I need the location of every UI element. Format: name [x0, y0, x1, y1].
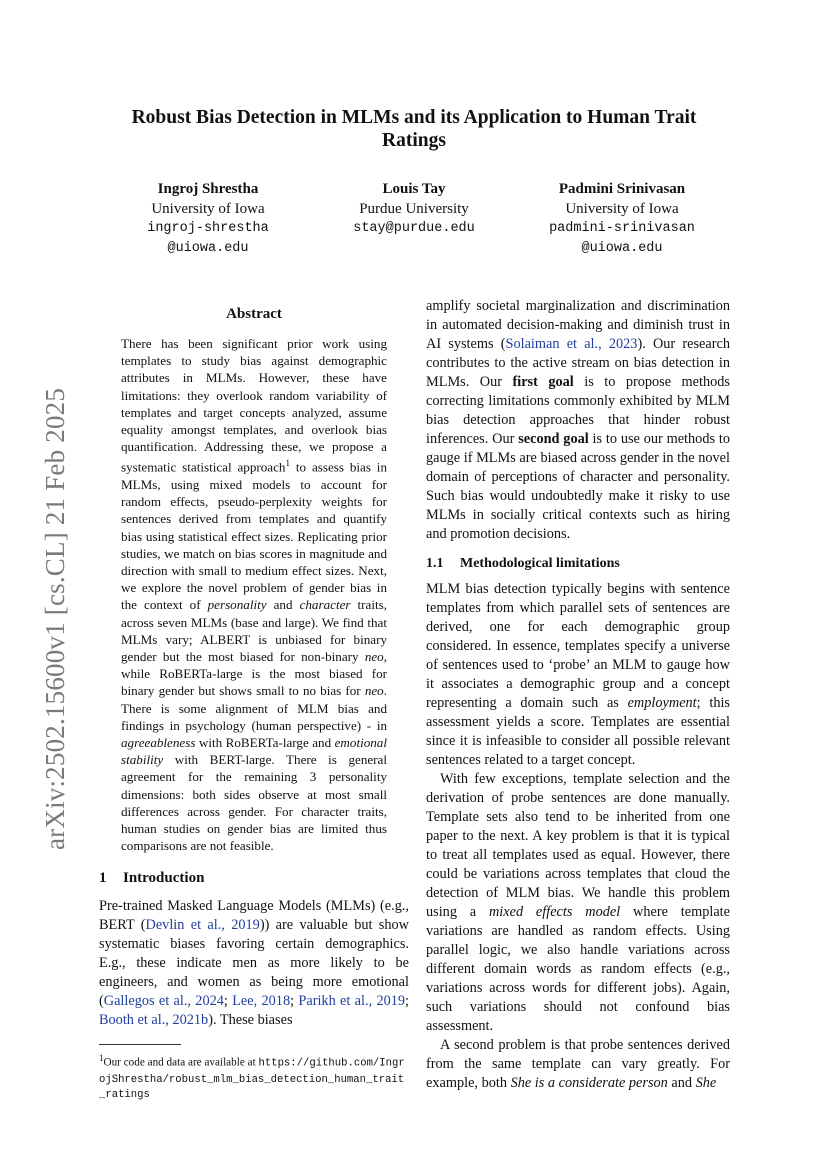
footnote: $^1$Our code and data are available at https://github.com/IngrojShrestha/robust_mlm_bias_detection_human_trait_ratings: [99, 1053, 405, 1102]
footnote-url[interactable]: https://github.com/IngrojShrestha/robust_mlm_bias_detection_human_trait_ratings: [99, 1058, 405, 1102]
section-heading-introduction: 1 Introduction: [99, 870, 205, 887]
footnote-marker: 1: [285, 458, 290, 469]
right-column: [426, 297, 730, 1093]
author-email-domain: @uiowa.edu: [167, 241, 249, 256]
author-email: ingroj-shrestha: [147, 221, 269, 236]
abstract-text: There has been significant prior work using templates to study bias against demographic attributes in MLMs. However, these have limitations: they overlook random variability of templates and target concepts analyzed, assume equality amongst templates, and overlook bias quantification. Addressing these, we propose a systematic statistical approach$^1$ to assess bias in MLMs, using mixed models to account for random effects, pseudo-perplexity weights for sentences derived from templates and quantify bias using statistical effect sizes. Replicating prior studies, we match on bias scores in magnitude and direction with small to medium effect sizes. Next, we explore the novel problem of gender bias in the context of personality and character traits, across seven MLMs (base and large). We find that MLMs vary; ALBERT is unbiased for binary gender but the most biased for non-binary neo, while RoBERTa-large is the most biased for binary gender but shows small to no bias for neo. There is some alignment of MLM bias and findings in psychology (human perspective) - in agreeableness with RoBERTa-large and emotional stability with BERT-large. There is general agreement for the remaining 3 personality dimensions: both sides observe at most small differences across gender. For character traits, human studies on gender bias are limited thus comparisons are not feasible.: [121, 336, 387, 854]
citation-link[interactable]: Solaiman et al., 2023: [505, 336, 638, 352]
body-paragraph: A second problem is that probe sentences derived from the same template can vary greatly. For example, both She is a considerate person and She: [426, 1037, 730, 1091]
intro-paragraph-continued: amplify societal marginalization and discrimination in automated decision-making and diminish trust in AI systems (Solaiman et al., 2023). Our research contributes to the active stream on bias detection in MLMs. Our first goal is to propose methods correcting limitations commonly exhibited by MLM bias detection approaches that hinder robust inferences. Our second goal is to use our methods to gauge if MLMs are biased across gender in the novel domain of perceptions of character and personality. Such bias would undoubtedly make it risky to use MLMs in socially critical contexts such as hiring and promotion decisions.: [426, 298, 730, 542]
author-email: stay@purdue.edu: [353, 221, 475, 236]
author-email: padmini-srinivasan: [549, 221, 695, 236]
subsection-heading-methodological-limitations: 1.1 Methodological limitations: [426, 556, 620, 571]
author-affiliation: Purdue University: [359, 201, 469, 217]
author-name: Padmini Srinivasan: [558, 181, 686, 197]
author-block: [314, 179, 514, 239]
author-block: [522, 179, 722, 259]
author-name: Ingroj Shrestha: [157, 181, 259, 197]
arxiv-identifier: arXiv:2502.15600v1 [cs.CL] 21 Feb 2025: [40, 387, 70, 850]
citation-link[interactable]: Gallegos et al., 2024: [103, 993, 224, 1010]
left-column: [99, 306, 409, 1103]
paper-title: Robust Bias Detection in MLMs and its Application to Human Trait Ratings: [131, 107, 697, 151]
author-name: Louis Tay: [382, 181, 446, 197]
body-paragraph: MLM bias detection typically begins with sentence templates from which parallel sets of sentences are derived, one for each demographic group considered. In essence, templates specify a universe of sentences used to ‘probe’ an MLM to gauge how it associates a demographic group and a concept representing a domain such as employment; this assessment yields a score. Templates are essential since it is infeasible to consider all possible relevant sentences related to a target concept.: [426, 581, 730, 768]
footnote-divider: [99, 1044, 181, 1045]
body-paragraph: With few exceptions, template selection and the derivation of probe sentences are done manually. Template sets also tend to be inherited from one paper to the next. A key problem is that it is typical to treat all templates used as equal. However, there could be variations across templates that cloud the detection of MLM bias. We handle this problem using a mixed effects model where template variations are handled as random effects. Using parallel logic, we also handle variations across different domain words as random effects (e.g., variations across words for different jobs). Again, such variations should not confound bias assessment.: [426, 771, 730, 1034]
abstract-heading: Abstract: [226, 306, 282, 322]
citation-link[interactable]: Parikh et al., 2019: [298, 993, 406, 1010]
author-affiliation: University of Iowa: [565, 201, 679, 217]
author-block: [108, 179, 308, 259]
citation-link[interactable]: Lee, 2018: [232, 993, 291, 1010]
author-affiliation: University of Iowa: [151, 201, 265, 217]
intro-paragraph: Pre-trained Masked Language Models (MLMs) (e.g., BERT (Devlin et al., 2019)) are valuable but show systematic biases favoring certain demographics. E.g., these indicate men as more likely to be engineers, and women as being more emotional (Gallegos et al., 2024; Lee, 2018; Parikh et al., 2019; Booth et al., 2021b). These biases: [99, 898, 410, 1029]
author-email-domain: @uiowa.edu: [581, 241, 663, 256]
citation-link[interactable]: Devlin et al., 2019: [145, 917, 260, 934]
citation-link[interactable]: Booth et al., 2021b: [99, 1012, 209, 1029]
